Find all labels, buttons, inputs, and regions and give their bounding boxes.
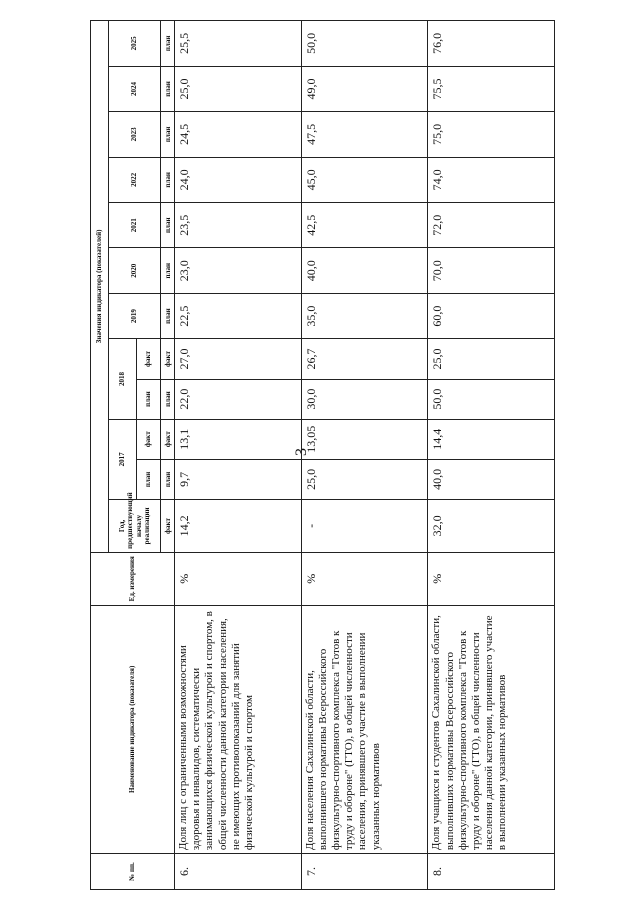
- plan-2023: 24,5: [175, 112, 302, 157]
- plan-2023: 75,0: [428, 112, 555, 157]
- subheader-fact: факт: [161, 419, 175, 459]
- plan-2018: 22,0: [175, 379, 302, 419]
- row-number: 7.: [301, 854, 428, 890]
- plan-2020: 70,0: [428, 248, 555, 293]
- subheader-plan: план: [161, 21, 175, 67]
- subheader-plan: план: [161, 459, 175, 499]
- plan-2018: 50,0: [428, 379, 555, 419]
- plan-2023: 47,5: [301, 112, 428, 157]
- plan-2022: 24,0: [175, 157, 302, 202]
- rotated-table-container: [90, 20, 555, 890]
- plan-2021: 23,5: [175, 203, 302, 248]
- header-name: Наименование индикатора (показателя): [91, 605, 175, 853]
- subheader-plan: план: [161, 66, 175, 111]
- header-year-2018: 2018: [109, 339, 137, 419]
- plan-2024: 49,0: [301, 66, 428, 111]
- plan-2022: 74,0: [428, 157, 555, 202]
- header-year-2020: 2020: [109, 248, 161, 293]
- header-num: № пп.: [91, 854, 175, 890]
- subheader-plan: план: [161, 112, 175, 157]
- fact-2018: 26,7: [301, 339, 428, 379]
- subheader-plan: план: [161, 203, 175, 248]
- base-year-fact: 14,2: [175, 499, 302, 552]
- unit-cell: %: [428, 552, 555, 605]
- unit-cell: %: [175, 552, 302, 605]
- plan-2019: 22,5: [175, 293, 302, 338]
- plan-2025: 76,0: [428, 21, 555, 67]
- unit-cell: %: [301, 552, 428, 605]
- subheader-plan: план: [161, 379, 175, 419]
- fact-2017: 13,1: [175, 419, 302, 459]
- plan-2020: 40,0: [301, 248, 428, 293]
- plan-2018: 30,0: [301, 379, 428, 419]
- fact-2018: 25,0: [428, 339, 555, 379]
- plan-2025: 50,0: [301, 21, 428, 67]
- plan-2022: 45,0: [301, 157, 428, 202]
- indicator-table: [90, 20, 555, 890]
- row-number: 6.: [175, 854, 302, 890]
- subheader-plan: план: [161, 157, 175, 202]
- header-year-2023: 2023: [109, 112, 161, 157]
- header-values-group: Значения индикатора (показателей): [91, 21, 109, 553]
- plan-2020: 23,0: [175, 248, 302, 293]
- header-year-2019: 2019: [109, 293, 161, 338]
- plan-2024: 75,5: [428, 66, 555, 111]
- base-year-fact: 32,0: [428, 499, 555, 552]
- header-year-2024: 2024: [109, 66, 161, 111]
- plan-2017: 25,0: [301, 459, 428, 499]
- table-row: [175, 21, 302, 890]
- header-fact-base: факт: [161, 499, 175, 552]
- subheader-plan: план: [161, 293, 175, 338]
- subheader-fact: факт: [161, 339, 175, 379]
- fact-2017: 13,05: [301, 419, 428, 459]
- page-number: 3: [293, 448, 310, 456]
- fact-2018: 27,0: [175, 339, 302, 379]
- plan-2019: 60,0: [428, 293, 555, 338]
- header-plan-2018: план: [137, 379, 161, 419]
- header-fact-2018: факт: [137, 339, 161, 379]
- plan-2017: 40,0: [428, 459, 555, 499]
- table-row: [428, 21, 555, 890]
- base-year-fact: -: [301, 499, 428, 552]
- indicator-name: Доля населения Сахалинской области, выполнившего нормативы Всероссийского физкультурно-спортивного комплекса "Готов к труду и обороне" (ГТО), в общей численности населения, принявшего участие в выполнении указанных нормативов: [301, 605, 428, 853]
- indicator-name: Доля лиц с ограниченными возможностями здоровья и инвалидов, систематически занимающихся физической культурой и спортом, в общей численности данной категории населения, не имеющих противопоказаний для занятий физической культурой и спортом: [175, 605, 302, 853]
- header-year-2021: 2021: [109, 203, 161, 248]
- plan-2021: 72,0: [428, 203, 555, 248]
- header-plan-2017: план: [137, 459, 161, 499]
- plan-2019: 35,0: [301, 293, 428, 338]
- indicator-name: Доля учащихся и студентов Сахалинской области, выполнивших нормативы Всероссийского физкультурно-спортивного комплекса "Готов к труду и обороне" (ГТО), в общей численности населения данной категории, принявшего участие в выполнении указанных нормативов: [428, 605, 555, 853]
- header-year-2017: 2017: [109, 419, 137, 499]
- plan-2025: 25,5: [175, 21, 302, 67]
- plan-2017: 9,7: [175, 459, 302, 499]
- plan-2021: 42,5: [301, 203, 428, 248]
- header-unit: Ед. измерения: [91, 552, 175, 605]
- table-row: [301, 21, 428, 890]
- header-year-2025: 2025: [109, 21, 161, 67]
- header-year-2022: 2022: [109, 157, 161, 202]
- header-base-year: Год, предшествующий началу реализации: [109, 499, 161, 552]
- header-fact-2017: факт: [137, 419, 161, 459]
- row-number: 8.: [428, 854, 555, 890]
- plan-2024: 25,0: [175, 66, 302, 111]
- fact-2017: 14,4: [428, 419, 555, 459]
- subheader-plan: план: [161, 248, 175, 293]
